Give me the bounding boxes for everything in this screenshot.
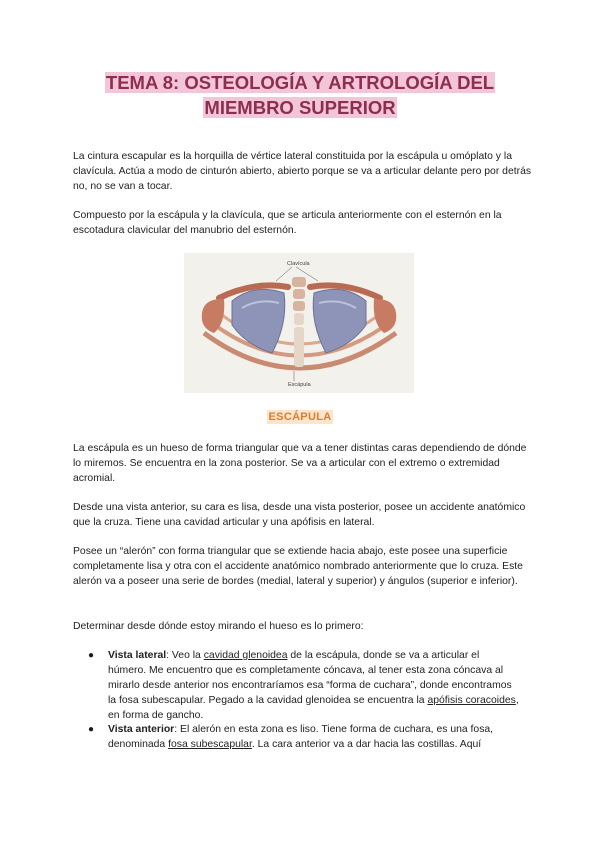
- term-vista-lateral: Vista lateral: [108, 650, 167, 661]
- list-item-text: . La cara anterior va a dar hacia las costillas. Aquí: [251, 739, 482, 750]
- anatomy-image: [184, 253, 414, 393]
- label-bottom: Escápula: [288, 382, 311, 388]
- list-item-vista-lateral: [108, 648, 520, 723]
- section-heading-text: ESCÁPULA: [268, 411, 332, 423]
- title-line-1: TEMA 8: OSTEOLOGÍA Y ARTROLOGÍA DEL: [105, 72, 495, 93]
- list-item-text: de la escápula, donde se va a articular el húmero. Me encuentro que es completamente cóncava, al tener esta zona cóncava al mirarlo desde anterior nos encontraríamos esa “forma de cuchara”, donde encontramos la fosa subescapular. Pegado a la cavidad glenoidea se encuentra la: [108, 650, 512, 706]
- list-item-text: : El alerón en esta zona es liso. Tiene forma de cuchara, es una fosa, denominada: [108, 724, 494, 750]
- shoulder-girdle-illustration: [184, 253, 414, 393]
- list-item-text: , en forma de gancho.: [108, 695, 519, 721]
- bullet-marker: ●: [88, 650, 95, 661]
- escapula-paragraph-3: Posee un “alerón” con forma triangular que se extiende hacia abajo, este posee una superficie completamente lisa y otra con el accidente anatómico nombrado anteriormente que lo cruza. Este alerón va a poseer una serie de bordes (medial, lateral y superior) y ángulos (superior e inferior).: [73, 546, 523, 587]
- title-line-2: MIEMBRO SUPERIOR: [204, 97, 396, 118]
- link-apofisis-coracoides: apófisis coracoides: [427, 695, 516, 706]
- escapula-paragraph-1: La escápula es un hueso de forma triangular que va a tener distintas caras dependiendo de dónde lo miremos. Se encuentra en la zona posterior. Se va a articular con el extremo o extremidad acromial.: [73, 443, 527, 484]
- intro-paragraph-1: La cintura escapular es la horquilla de vértice lateral constituida por la escápula u omóplato y la clavícula. Actúa a modo de cinturón abierto, abierto porque se va a articular delante pero por detrás no, no se van a tocar.: [73, 151, 532, 192]
- escapula-paragraph-2: Desde una vista anterior, su cara es lisa, desde una vista posterior, posee un accidente anatómico que la cruza. Tiene una cavidad articular y una apófisis en lateral.: [73, 502, 526, 528]
- list-item-text: : Veo la: [166, 650, 204, 661]
- page-title: [0, 70, 600, 120]
- intro-paragraph-2: Compuesto por la escápula y la clavícula, que se articula anteriormente con el esternón en la escotadura clavicular del manubrio del esternón.: [73, 210, 502, 236]
- link-fosa-subescapular: fosa subescapular: [168, 739, 252, 750]
- escapula-paragraph-4: Determinar desde dónde estoy mirando el hueso es lo primero:: [73, 621, 364, 632]
- section-heading-escapula: [0, 411, 600, 423]
- list-item-vista-anterior: [108, 722, 520, 752]
- link-cavidad-glenoidea: cavidad glenoidea: [203, 650, 288, 661]
- label-top: Clavícula: [287, 261, 310, 267]
- bullet-marker: ●: [88, 724, 95, 735]
- term-vista-anterior: Vista anterior: [108, 724, 175, 735]
